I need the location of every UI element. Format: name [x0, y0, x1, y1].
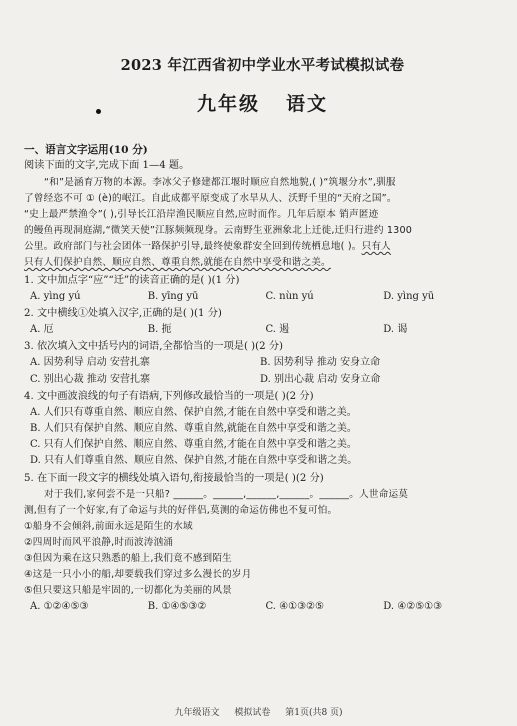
option: A. 厄 [30, 324, 54, 335]
section-intro: 阅读下面的文字,完成下面 1—4 题。 [24, 160, 190, 171]
footer-page-number: 第1页(共8 页) [285, 708, 343, 718]
option: D. 谒 [383, 324, 408, 335]
wavy-underline-start: 只有人 [361, 241, 391, 252]
question-stem: 1. 文中加点字“应”“迁”的读音正确的是( )(1 分) [24, 275, 240, 286]
option: C. 只有人们保护自然、顺应自然、尊重自然,才能在自然中享受和谐之美。 [30, 439, 357, 450]
passage-line: 的鳗鱼再现洞庭湖,“微笑天使”江豚频频现身。云南野生亚洲象北上迁徙,迁归行进约 1300 [24, 225, 413, 236]
q5-numbered-item: ④这是一只小小的船,却要载我们穿过多么漫长的岁月 [24, 569, 252, 580]
passage-line: “和”是涵育万物的本源。李冰父子修建都江堰时顺应自然地貌,( )“筑堰分水”,驯服 [44, 177, 396, 188]
passage [24, 175, 501, 271]
option: A. 因势利导 启动 安营扎寨 [30, 357, 150, 368]
question-options [30, 355, 501, 370]
q5-numbered-item: ②四周时而风平浪静,时而波涛汹涌 [24, 537, 174, 548]
option: D. 别出心裁 启动 安身立命 [260, 374, 381, 385]
exam-title: 2023 年江西省初中学业水平考试模拟试卷 [120, 57, 405, 74]
question-options [30, 289, 501, 304]
q5-passage-line: 对于我们,家何尝不是一只船? ______。______,______,______。______。人世命运莫 [44, 489, 409, 500]
question-stem: 3. 依次填入文中括号内的词语,全都恰当的一项是( )(2 分) [24, 341, 283, 352]
passage-line: 公里。政府部门与社会团体一路保护引导,最终使象群安全回到传统栖息地( )。只有人 [24, 241, 391, 252]
grade-label: 九年级 [196, 93, 260, 115]
section-heading: 一、语言文字运用(10 分) [24, 144, 148, 156]
footer-type: 模拟试卷 [234, 708, 271, 718]
option: A. 人们只有尊重自然、顺应自然、保护自然,才能在自然中享受和谐之美。 [30, 407, 357, 418]
q5-numbered-item: ③但因为乘在这只熟悉的船上,我们竟不感到陌生 [24, 553, 232, 564]
option: C. 遏 [265, 324, 290, 335]
option: D. yìng yū [383, 291, 435, 302]
question-options [30, 322, 501, 337]
passage-line-wavy: 只有人们保护自然、顺应自然、尊重自然,就能在自然中享受和谐之美。 [24, 257, 331, 268]
option: C. 别出心裁 推动 安营扎寨 [30, 374, 151, 385]
ink-dot [96, 109, 101, 114]
option: C. ④①③②⑤ [265, 601, 324, 612]
option: B. ①④⑤③② [147, 601, 207, 612]
page-footer [0, 705, 517, 718]
subject-label: 语文 [286, 93, 329, 115]
question-stem: 4. 文中画波浪线的句子有语病,下列修改最恰当的一项是( )(2 分) [24, 391, 314, 402]
option: A. yìng yú [30, 291, 81, 302]
option: A. ①②④⑤③ [30, 601, 89, 612]
option: B. 因势利导 推动 安身立命 [260, 357, 381, 368]
question-options [30, 372, 501, 387]
q5-numbered-item: ⑤但只要这只船是牢固的,一切都化为美丽的风景 [24, 585, 232, 596]
option: D. ④②⑤①③ [383, 601, 443, 612]
option: B. 扼 [147, 324, 172, 335]
question-stem: 2. 文中横线①处填入汉字,正确的是( )(1 分) [24, 308, 222, 319]
q5-passage-line: 测,但有了一个好家,有了命运与共的好伴侣,莫测的命运仿佛也不复可怕。 [24, 505, 338, 516]
passage-line: “史上最严禁渔令”( ),引导长江沿岸渔民顺应自然,应时而作。几年后原本 销声匿迹 [24, 209, 379, 220]
option: B. 人们只有保护自然、顺应自然、尊重自然,就能在自然中享受和谐之美。 [30, 423, 357, 434]
q5-numbered-item: ①船身不会倾斜,前面永远是陌生的水域 [24, 521, 193, 532]
question-stem: 5. 在下面一段文字的横线处填入语句,衔接最恰当的一项是( )(2 分) [24, 473, 324, 484]
option: D. 只有人们尊重自然、顺应自然、保护自然,才能在自然中享受和谐之美。 [30, 455, 358, 466]
question-options [30, 599, 501, 614]
option: B. yīng yū [147, 291, 199, 302]
option: C. nùn yú [265, 291, 314, 302]
passage-line: 了曾经恣不可 ① (è)的岷江。自此成都平原变成了水旱从人、沃野千里的“天府之国”。 [24, 193, 397, 204]
footer-subject: 九年级语文 [174, 708, 220, 718]
